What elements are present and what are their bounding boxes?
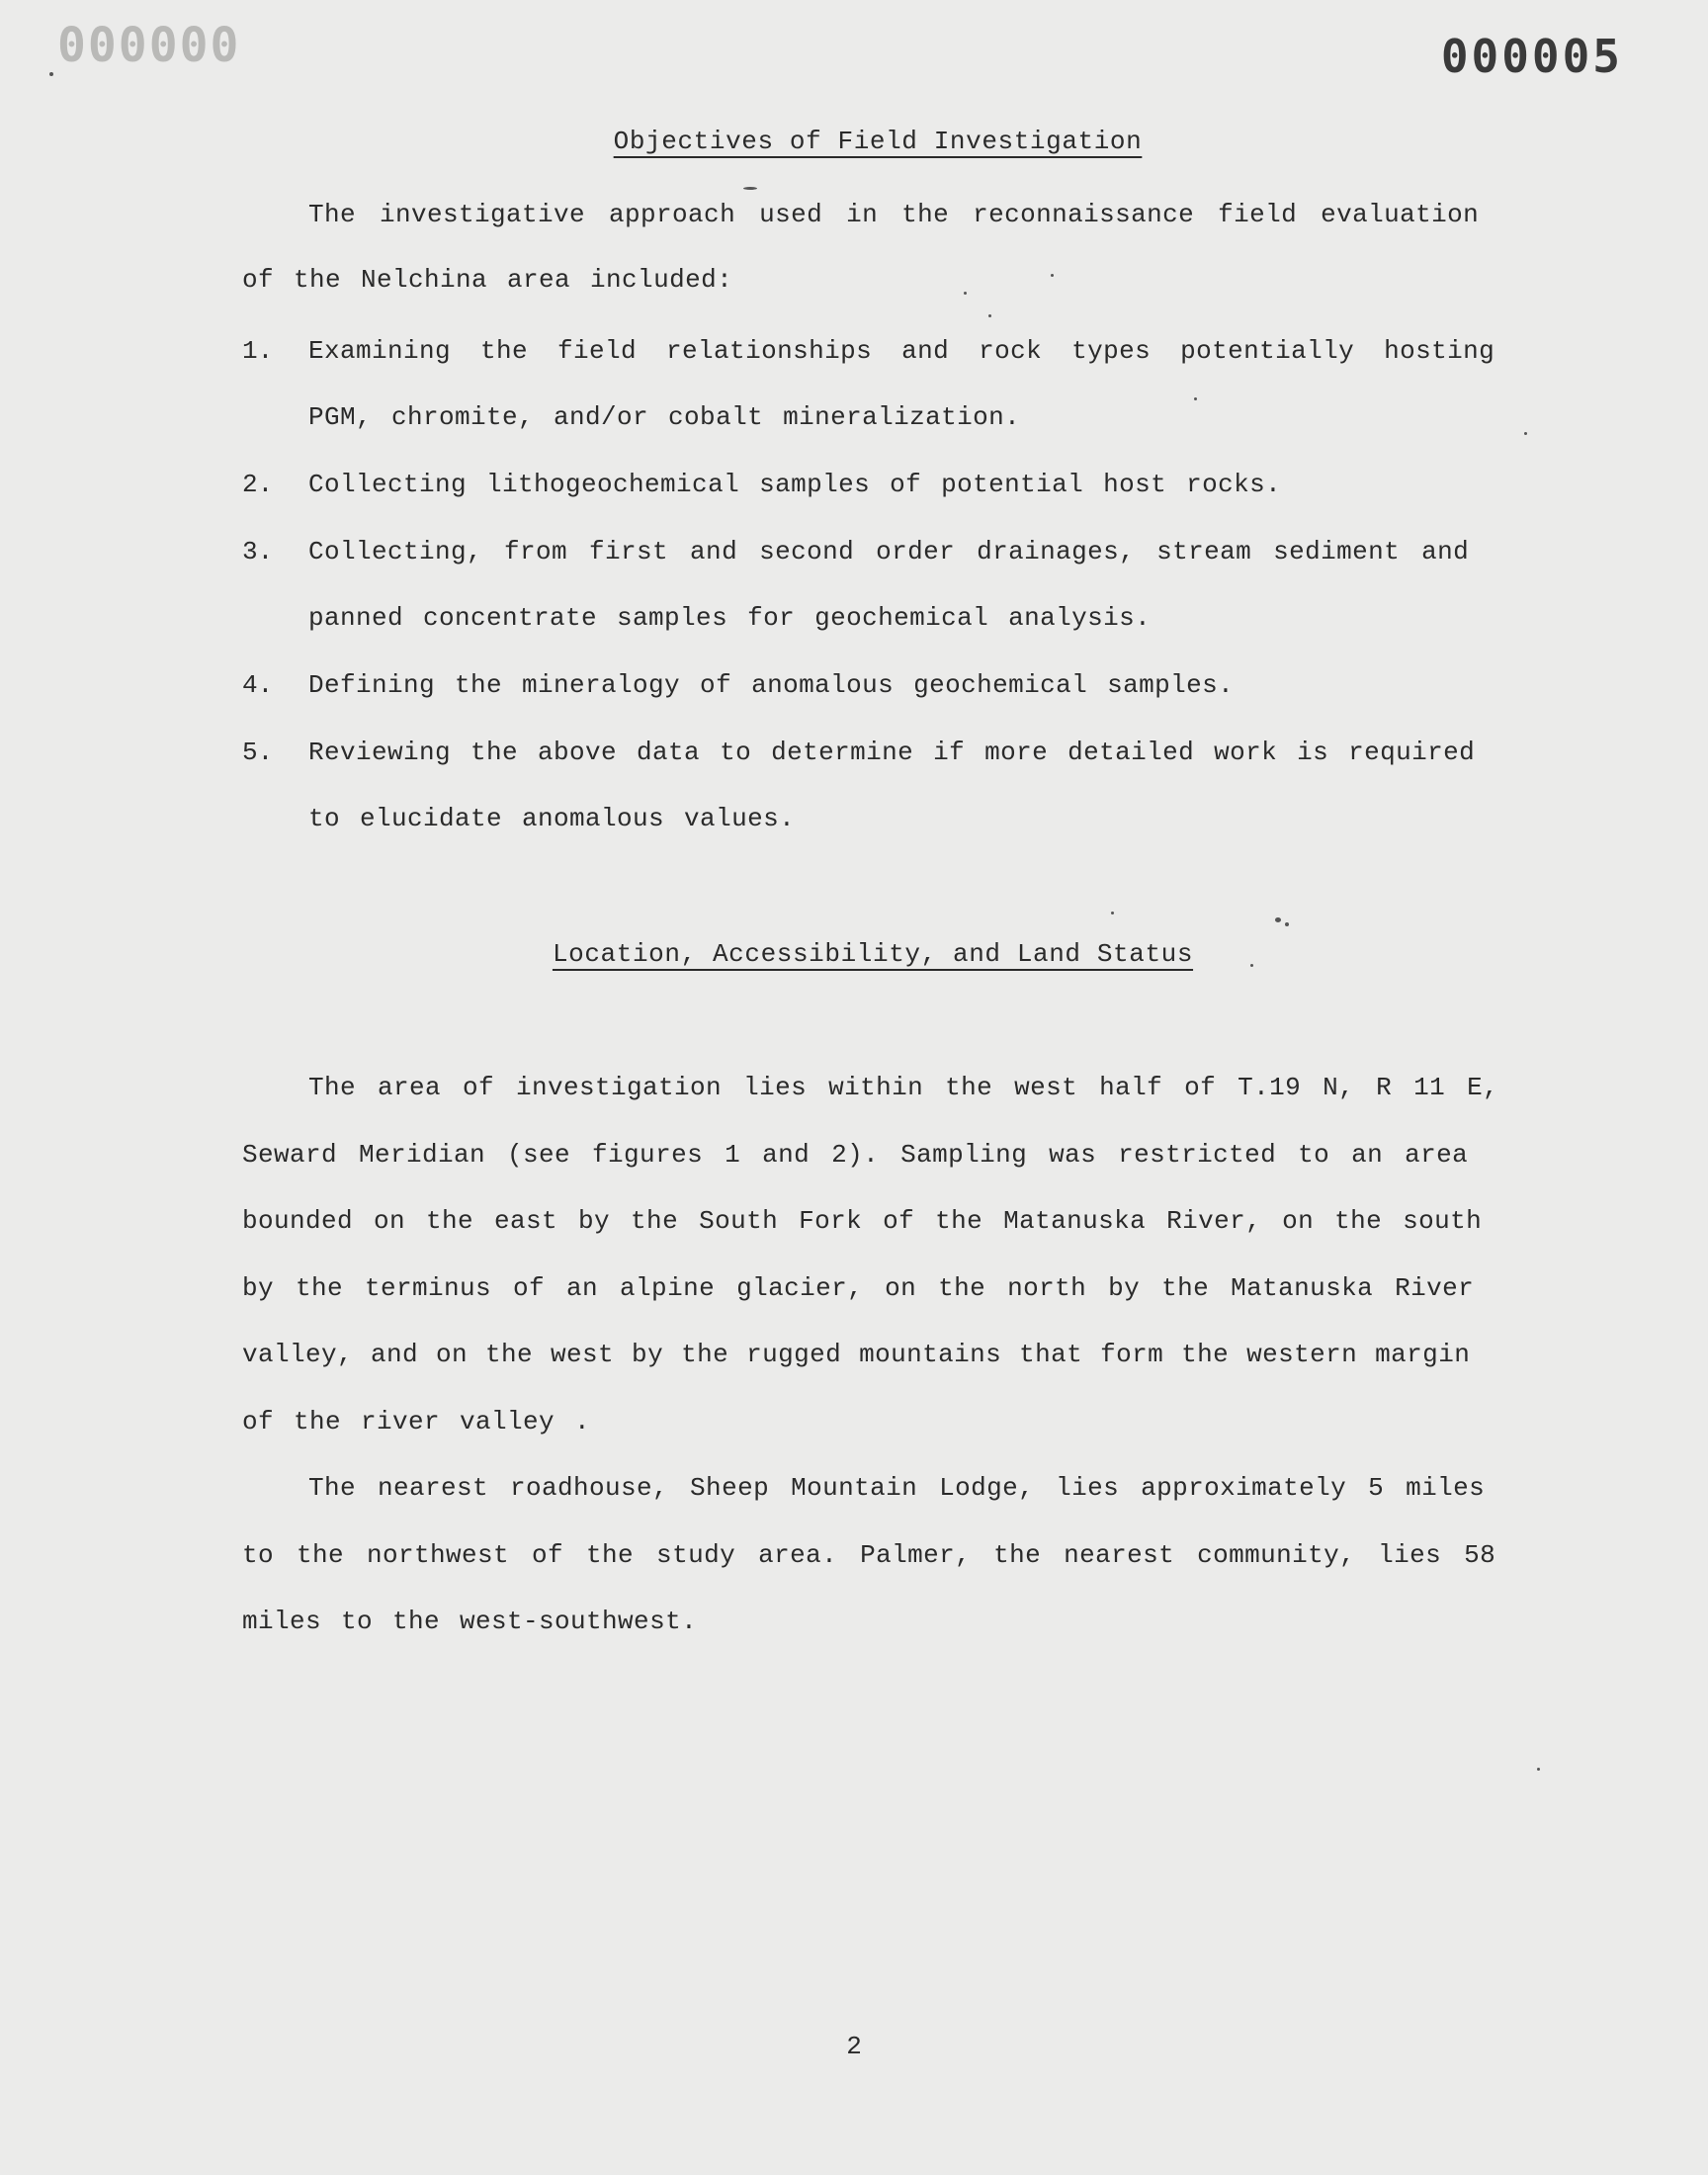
list-item-text: Defining the mineralogy of anomalous geochemical samples. [308, 670, 1235, 700]
paragraph-line: miles to the west-southwest. [242, 1607, 698, 1636]
scan-speck [964, 292, 967, 295]
paragraph-line: to the northwest of the study area. Palmer, the nearest community, lies 58 [242, 1540, 1496, 1570]
scan-speck [1250, 964, 1253, 967]
section-heading-objectives: Objectives of Field Investigation [613, 127, 1143, 156]
stamp-number: 000005 [1440, 30, 1623, 83]
scan-speck [1275, 917, 1281, 922]
scan-speck [49, 72, 53, 76]
scan-speck [1051, 274, 1054, 277]
paragraph-line: The nearest roadhouse, Sheep Mountain Lodge, lies approximately 5 miles [308, 1473, 1486, 1503]
scan-speck [1524, 432, 1527, 435]
list-item-number: 5. [242, 738, 274, 767]
section-heading-location: Location, Accessibility, and Land Status [552, 939, 1194, 969]
list-item-text: Reviewing the above data to determine if more detailed work is required [308, 738, 1476, 767]
faded-stamp-number: 000000 [57, 18, 241, 73]
paragraph-line: Seward Meridian (see figures 1 and 2). Sampling was restricted to an area [242, 1140, 1469, 1170]
paragraph-line: The area of investigation lies within the west half of T.19 N, R 11 E, [308, 1073, 1499, 1102]
scan-speck [988, 314, 991, 317]
scan-speck [1194, 397, 1197, 400]
list-item-text: Collecting lithogeochemical samples of potential host rocks. [308, 470, 1282, 499]
list-item-text: Examining the field relationships and rock types potentially hosting [308, 336, 1495, 366]
paragraph-line: of the river valley . [242, 1407, 591, 1436]
paragraph-line: by the terminus of an alpine glacier, on the north by the Matanuska River [242, 1273, 1475, 1303]
paragraph-line: bounded on the east by the South Fork of the Matanuska River, on the south [242, 1206, 1483, 1236]
scan-speck [743, 187, 757, 190]
intro-line-1: The investigative approach used in the reconnaissance field evaluation [308, 200, 1480, 229]
paragraph-line: valley, and on the west by the rugged mountains that form the western margin [242, 1340, 1471, 1369]
list-item-number: 2. [242, 470, 274, 499]
list-item-text: to elucidate anomalous values. [308, 804, 796, 833]
list-item-number: 3. [242, 537, 274, 566]
page-number: 2 [846, 2032, 862, 2061]
scan-speck [1285, 922, 1289, 926]
intro-line-2: of the Nelchina area included: [242, 265, 733, 295]
scan-speck [1537, 1768, 1540, 1771]
list-item-number: 4. [242, 670, 274, 700]
list-item-text: panned concentrate samples for geochemical analysis. [308, 603, 1152, 633]
list-item-text: Collecting, from first and second order drainages, stream sediment and [308, 537, 1470, 566]
list-item-number: 1. [242, 336, 274, 366]
list-item-text: PGM, chromite, and/or cobalt mineralization. [308, 402, 1021, 432]
scan-speck [1111, 912, 1114, 914]
